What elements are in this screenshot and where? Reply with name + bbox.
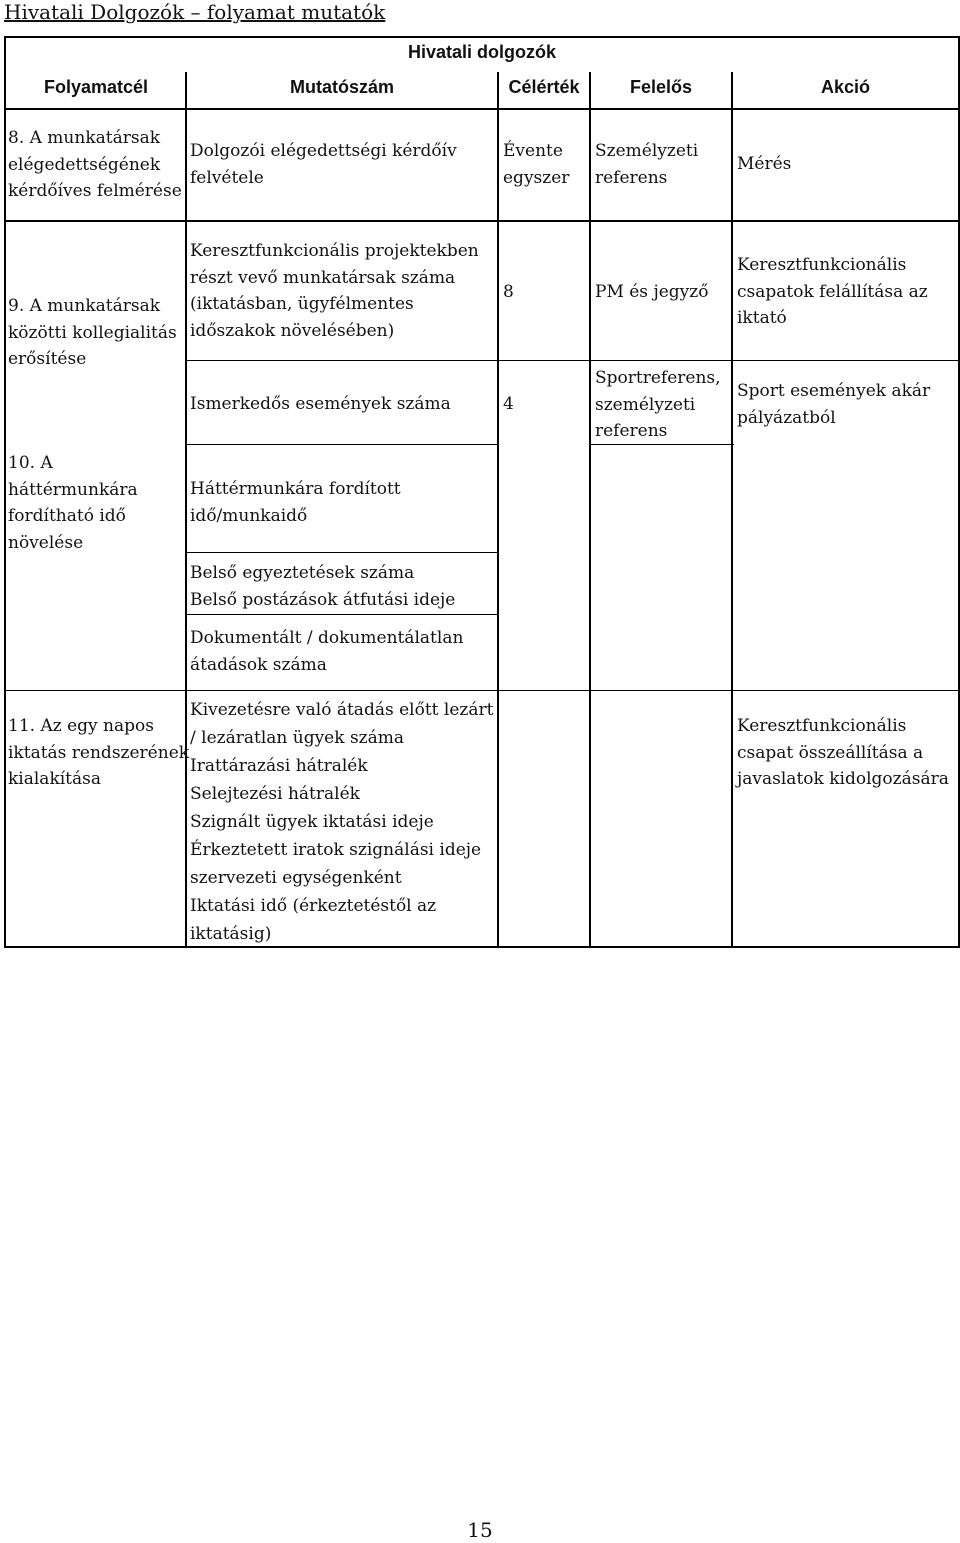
header-indicator: Mutatószám (289, 77, 394, 97)
indicator-line: szervezeti egységenként (190, 868, 402, 888)
goal-line: 9. A munkatársak (8, 296, 161, 316)
row-11-divider (4, 690, 960, 691)
goal-11 (8, 713, 189, 793)
table-caption: Hivatali dolgozók (407, 42, 557, 62)
row-8-divider (4, 220, 960, 222)
goal-line: háttérmunkára (8, 479, 138, 500)
owner-sport-referent (595, 365, 721, 445)
action-line: csapat összeállítása a (737, 742, 924, 763)
action-line: pályázatból (737, 407, 836, 428)
action-line: Mérés (737, 154, 792, 174)
target-4 (503, 391, 514, 418)
action-crossfunctional-proposals (737, 713, 949, 793)
target-line: Évente (503, 141, 563, 161)
owner-line: Sportreferens, (595, 368, 721, 388)
document-title: Hivatali Dolgozók – folyamat mutatók (4, 0, 386, 24)
owner-hr-referent (595, 138, 698, 191)
target-line: egyszer (503, 167, 570, 188)
indicator-line: Dolgozói elégedettségi kérdőív (190, 141, 457, 161)
indicator-line: Dokumentált / dokumentálatlan (190, 628, 464, 648)
owner-pm-notary (595, 279, 708, 306)
indicator-line: Érkeztetett iratok szignálási ideje (190, 840, 482, 860)
indicator-line: Selejtezési hátralék (190, 784, 360, 804)
indicator-line: Belső egyeztetések száma (190, 563, 415, 583)
action-line: iktató (737, 308, 787, 328)
indicator-line: részt vevő munkatársak száma (190, 267, 456, 288)
target-8 (503, 279, 514, 306)
target-annual (503, 138, 569, 191)
indicator-satisfaction-survey (190, 138, 457, 191)
action-sport-events (737, 378, 930, 431)
indicator-line: iktatásig) (190, 924, 272, 944)
goal-line: 10. A (8, 453, 53, 473)
goal-line: kérdőíves felmérése (8, 181, 182, 201)
indicator-line: Belső postázások átfutási ideje (190, 589, 456, 610)
goal-10 (8, 450, 138, 556)
action-line: Keresztfunkcionális (737, 255, 907, 275)
indicator-background-work-time (190, 476, 401, 529)
indicator-line: (iktatásban, ügyfélmentes (190, 294, 414, 314)
header-action: Akció (820, 77, 871, 97)
column-divider-owner (731, 72, 733, 948)
indicator-filing-list (190, 696, 493, 948)
action-line: javaslatok kidolgozására (737, 769, 949, 789)
indicator-line: felvétele (190, 167, 264, 188)
table-border-left (4, 36, 6, 948)
indicator-handovers (190, 625, 463, 678)
column-divider-indicator (497, 72, 499, 948)
table-border-top (4, 36, 960, 38)
owner-line: referens (595, 167, 668, 188)
header-target: Célérték (508, 77, 580, 97)
goal-line: 11. Az egy napos (8, 716, 154, 736)
goal-line: iktatás rendszerének (8, 742, 190, 763)
goal-line: 8. A munkatársak (8, 128, 161, 148)
indicator-line: idő/munkaidő (190, 505, 308, 526)
action-measurement (737, 151, 791, 178)
goal-line: erősítése (8, 349, 87, 369)
page-number: 15 (467, 1518, 493, 1542)
header-goal: Folyamatcél (43, 77, 149, 97)
indicator-divider-1 (186, 360, 958, 361)
indicator-line: Kivezetésre való átadás előtt lezárt (190, 700, 494, 720)
indicator-line: átadások száma (190, 654, 327, 675)
action-line: csapatok felállítása az (737, 281, 928, 302)
indicator-line: / lezáratlan ügyek száma (190, 728, 405, 748)
owner-line: PM és jegyző (595, 282, 709, 302)
action-line: Sport események akár (737, 381, 931, 401)
indicator-line: Szignált ügyek iktatási ideje (190, 812, 434, 832)
column-divider-goal (185, 72, 187, 948)
indicator-crossfunctional-projects (190, 238, 479, 344)
indicator-internal-coordination (190, 560, 455, 613)
column-divider-target (589, 72, 591, 948)
indicator-social-events (190, 391, 451, 418)
goal-line: növelése (8, 532, 84, 553)
target-line: 4 (503, 394, 514, 414)
indicator-line: Ismerkedős események száma (190, 394, 451, 414)
indicator-line: Háttérmunkára fordított (190, 479, 401, 499)
indicator-divider-4 (186, 614, 498, 615)
owner-line: referens (595, 421, 668, 441)
owner-line: személyzeti (595, 394, 696, 415)
owner-line: Személyzeti (595, 141, 699, 161)
indicator-line: időszakok növelésében) (190, 320, 395, 341)
goal-line: közötti kollegialitás (8, 322, 177, 343)
indicator-divider-2 (186, 444, 498, 445)
header-owner: Felelős (629, 77, 693, 97)
goal-8 (8, 125, 182, 205)
indicator-line: Irattárazási hátralék (190, 756, 368, 776)
indicator-line: Keresztfunkcionális projektekben (190, 241, 479, 261)
goal-line: kialakítása (8, 769, 102, 789)
goal-9 (8, 293, 177, 373)
goal-line: fordítható idő (8, 506, 126, 526)
goal-line: elégedettségének (8, 154, 161, 175)
indicator-divider-3 (186, 552, 498, 553)
header-row-divider (4, 108, 960, 110)
indicator-line: Iktatási idő (érkeztetéstől az (190, 896, 437, 916)
action-line: Keresztfunkcionális (737, 716, 907, 736)
target-line: 8 (503, 282, 514, 302)
action-crossfunctional-teams (737, 252, 928, 332)
